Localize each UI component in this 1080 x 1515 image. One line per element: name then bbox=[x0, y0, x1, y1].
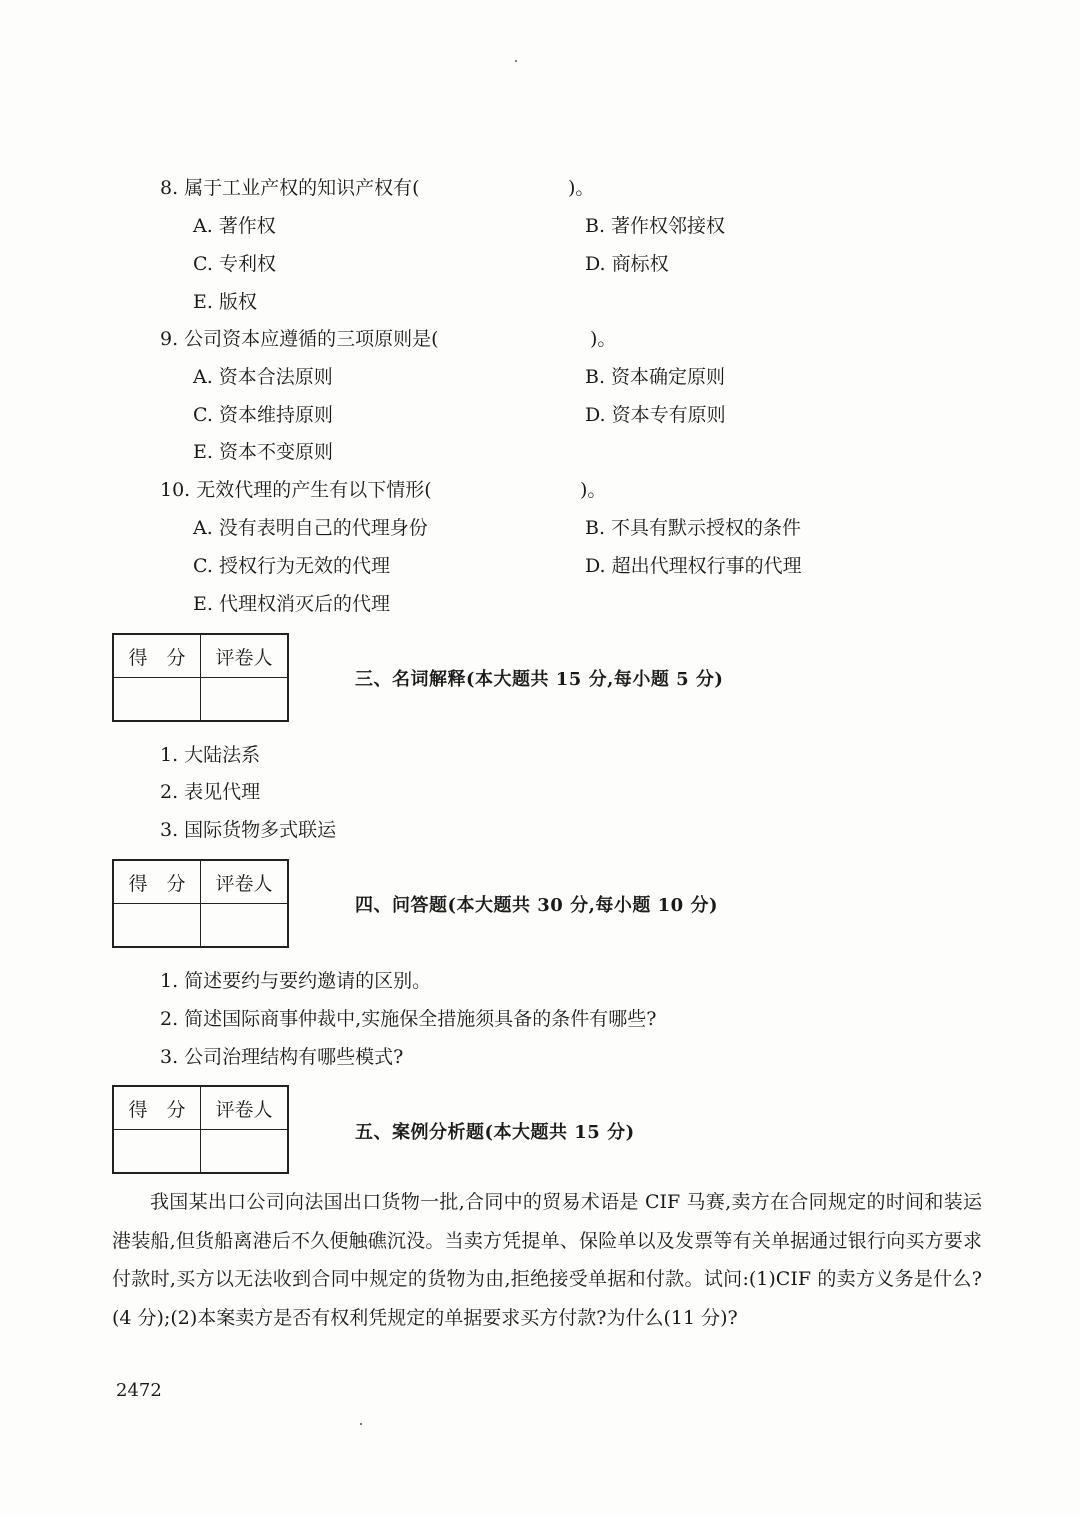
score-cell bbox=[113, 678, 201, 722]
question-9-stem: 9. 公司资本应遵循的三项原则是( bbox=[160, 328, 439, 350]
question-9-option-b: B. 资本确定原则 bbox=[585, 366, 726, 388]
score-cell bbox=[113, 1130, 201, 1174]
question-10-stem: 10. 无效代理的产生有以下情形( bbox=[160, 479, 432, 501]
score-header: 得 分 bbox=[113, 860, 201, 904]
question-10-option-d: D. 超出代理权行事的代理 bbox=[585, 555, 802, 577]
score-cell bbox=[113, 904, 201, 948]
grader-cell bbox=[201, 678, 289, 722]
page-number: 2472 bbox=[116, 1380, 162, 1401]
section-3-item-1: 1. 大陆法系 bbox=[160, 744, 261, 766]
question-10-option-a: A. 没有表明自己的代理身份 bbox=[193, 517, 428, 539]
question-8-stem: 8. 属于工业产权的知识产权有( bbox=[160, 177, 420, 199]
section-5-title: 五、案例分析题(本大题共 15 分) bbox=[355, 1122, 635, 1143]
grader-header: 评卷人 bbox=[201, 1086, 289, 1130]
question-9-option-e: E. 资本不变原则 bbox=[193, 441, 333, 463]
question-8-close: )。 bbox=[568, 177, 595, 199]
section-4-item-1: 1. 简述要约与要约邀请的区别。 bbox=[160, 970, 432, 992]
grader-header: 评卷人 bbox=[201, 634, 289, 678]
question-8-option-c: C. 专利权 bbox=[193, 253, 276, 275]
question-9-option-a: A. 资本合法原则 bbox=[193, 366, 333, 388]
score-table-section-5 bbox=[112, 1085, 289, 1174]
question-9-option-c: C. 资本维持原则 bbox=[193, 404, 333, 426]
question-8-option-a: A. 著作权 bbox=[193, 215, 276, 237]
question-10-option-c: C. 授权行为无效的代理 bbox=[193, 555, 390, 577]
question-8-option-e: E. 版权 bbox=[193, 291, 257, 313]
case-paragraph bbox=[112, 1183, 982, 1337]
score-header: 得 分 bbox=[113, 634, 201, 678]
section-3-item-3: 3. 国际货物多式联运 bbox=[160, 819, 337, 841]
section-3-title: 三、名词解释(本大题共 15 分,每小题 5 分) bbox=[355, 669, 724, 690]
question-9-close: )。 bbox=[590, 328, 617, 350]
case-paragraph-text: 我国某出口公司向法国出口货物一批,合同中的贸易术语是 CIF 马赛,卖方在合同规定的时间和装运港装船,但货船离港后不久便触礁沉没。当卖方凭提单、保险单以及发票等有关单据通过银行向买方要求付款时,买方以无法收到合同中规定的货物为由,拒绝接受单据和付款。试问:(1)CIF 的卖方义务是什么?(4 分);(2)本案卖方是否有权利凭规定的单据要求买方付款?为什么(11 分)? bbox=[112, 1191, 982, 1329]
section-4-item-2: 2. 简述国际商事仲裁中,实施保全措施须具备的条件有哪些? bbox=[160, 1008, 657, 1030]
question-10-option-e: E. 代理权消灭后的代理 bbox=[193, 593, 390, 615]
grader-header: 评卷人 bbox=[201, 860, 289, 904]
grader-cell bbox=[201, 904, 289, 948]
question-8-option-b: B. 著作权邻接权 bbox=[585, 215, 726, 237]
question-9-option-d: D. 资本专有原则 bbox=[585, 404, 726, 426]
score-table-section-3 bbox=[112, 633, 289, 722]
grader-cell bbox=[201, 1130, 289, 1174]
section-4-item-3: 3. 公司治理结构有哪些模式? bbox=[160, 1046, 404, 1068]
section-3-item-2: 2. 表见代理 bbox=[160, 781, 261, 803]
score-header: 得 分 bbox=[113, 1086, 201, 1130]
section-4-title: 四、问答题(本大题共 30 分,每小题 10 分) bbox=[355, 895, 718, 916]
score-table-section-4 bbox=[112, 859, 289, 948]
question-10-close: )。 bbox=[580, 479, 607, 501]
question-10-option-b: B. 不具有默示授权的条件 bbox=[585, 517, 802, 539]
question-8-option-d: D. 商标权 bbox=[585, 253, 669, 275]
